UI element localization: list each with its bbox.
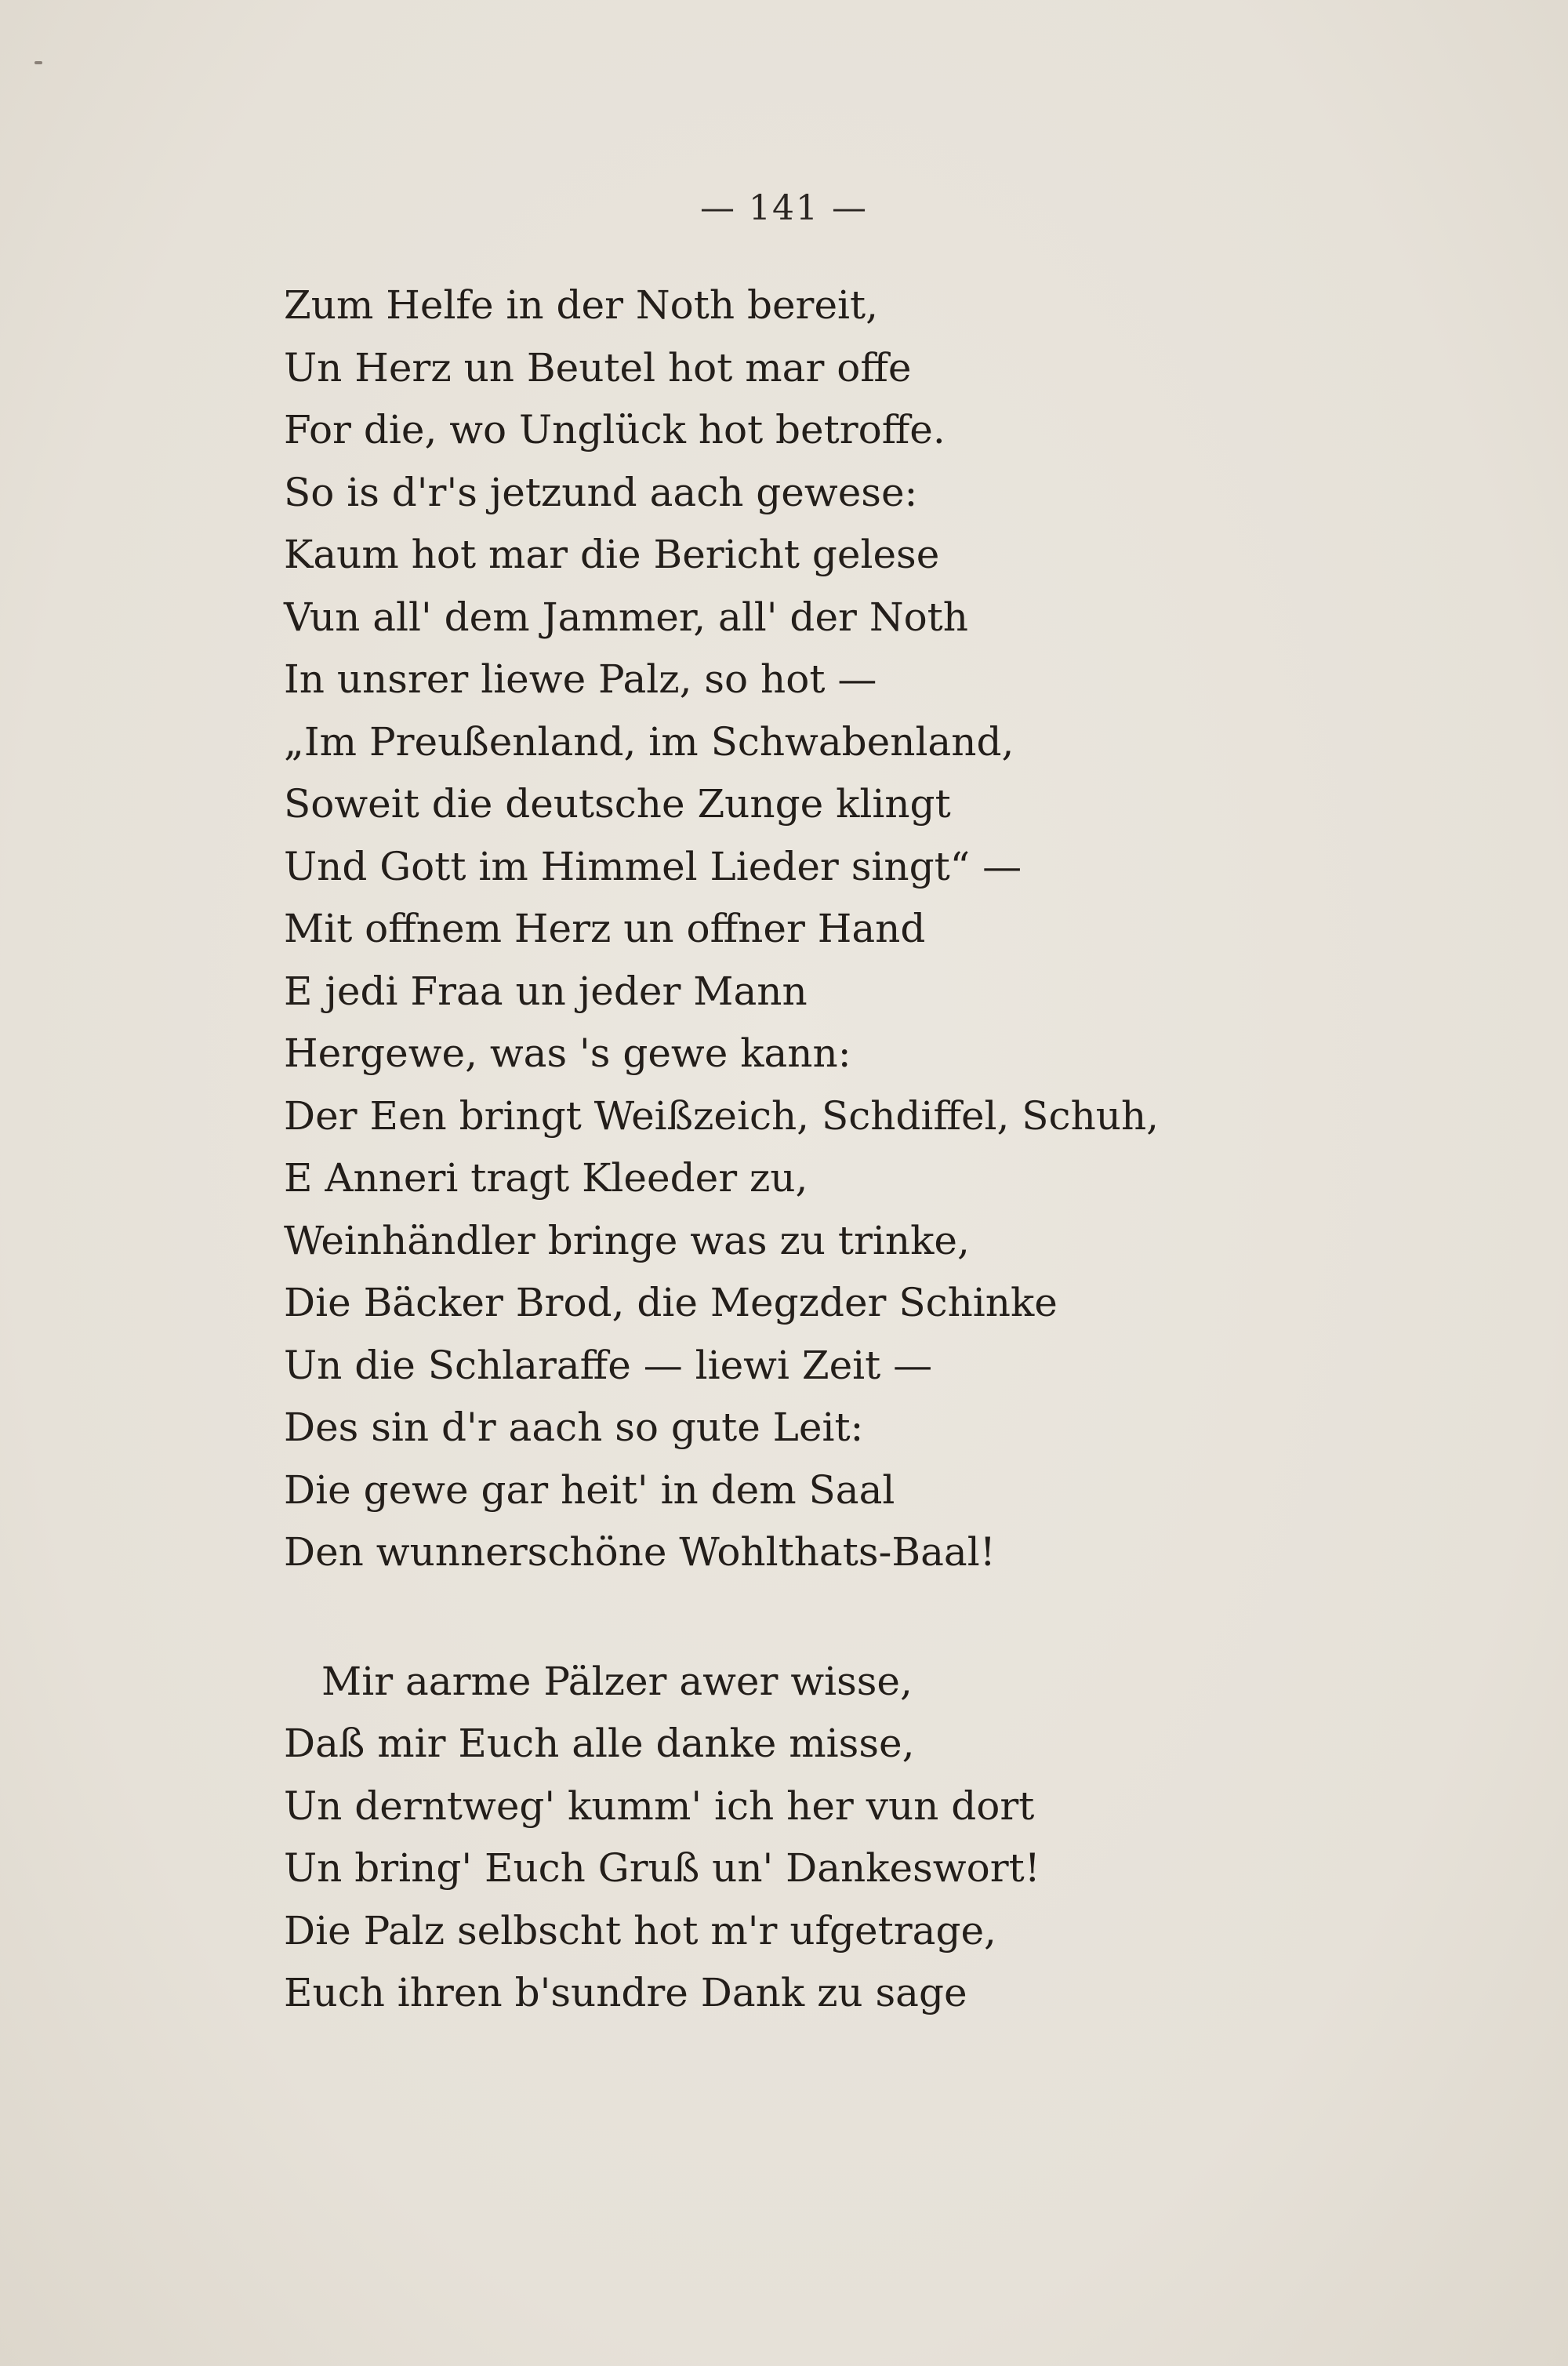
stanza <box>284 274 1303 1584</box>
verse-line: Die Palz selbscht hot m'r ufgetrage, <box>284 1907 996 1953</box>
verse-line: E Anneri tragt Kleeder zu, <box>284 1155 808 1201</box>
verse-line: Vun all' dem Jammer, all' der Noth <box>284 594 968 640</box>
verse-line: Mir aarme Pälzer awer wisse, <box>321 1658 913 1704</box>
verse-line: Soweit die deutsche Zunge klingt <box>284 781 951 827</box>
verse-line: Den wunnerschöne Wohlthats-Baal! <box>284 1529 996 1575</box>
verse-line: For die, wo Unglück hot betroffe. <box>284 407 946 452</box>
verse-line: Euch ihren b'sundre Dank zu sage <box>284 1970 967 2015</box>
verse-line: Weinhändler bringe was zu trinke, <box>284 1217 970 1263</box>
verse-line: Zum Helfe in der Noth bereit, <box>284 282 879 328</box>
page-number: — 141 — <box>700 188 868 228</box>
verse-line: Un bring' Euch Gruß un' Dankeswort! <box>284 1845 1040 1891</box>
verse-line: „Im Preußenland, im Schwabenland, <box>284 718 1014 765</box>
poem-text <box>284 274 1303 2025</box>
verse-line: Des sin d'r aach so gute Leit: <box>284 1405 864 1450</box>
verse-line: Mit offnem Herz un offner Hand <box>284 906 926 951</box>
verse-line: Daß mir Euch alle danke misse, <box>284 1721 915 1766</box>
verse-line: Kaum hot mar die Bericht gelese <box>284 532 940 577</box>
verse-line: In unsrer liewe Palz, so hot — <box>284 656 877 702</box>
verse-line: Die Bäcker Brod, die Megzder Schinke <box>284 1280 1058 1325</box>
verse-line: So is d'r's jetzund aach gewese: <box>284 469 918 515</box>
verse-line: Un die Schlaraffe — liewi Zeit — <box>284 1342 933 1388</box>
verse-line: E jedi Fraa un jeder Mann <box>284 968 808 1014</box>
paper-speck <box>34 61 42 64</box>
verse-line: Der Een bringt Weißzeich, Schdiffel, Schuh, <box>284 1092 1160 1139</box>
verse-line: Die gewe gar heit' in dem Saal <box>284 1466 895 1513</box>
verse-line: Un Herz un Beutel hot mar offe <box>284 344 912 391</box>
verse-line: Un derntweg' kumm' ich her vun dort <box>284 1783 1035 1829</box>
verse-line: Hergewe, was 's gewe kann: <box>284 1030 851 1076</box>
stanza <box>284 1651 1303 2025</box>
verse-line: Und Gott im Himmel Lieder singt“ — <box>284 843 1022 889</box>
